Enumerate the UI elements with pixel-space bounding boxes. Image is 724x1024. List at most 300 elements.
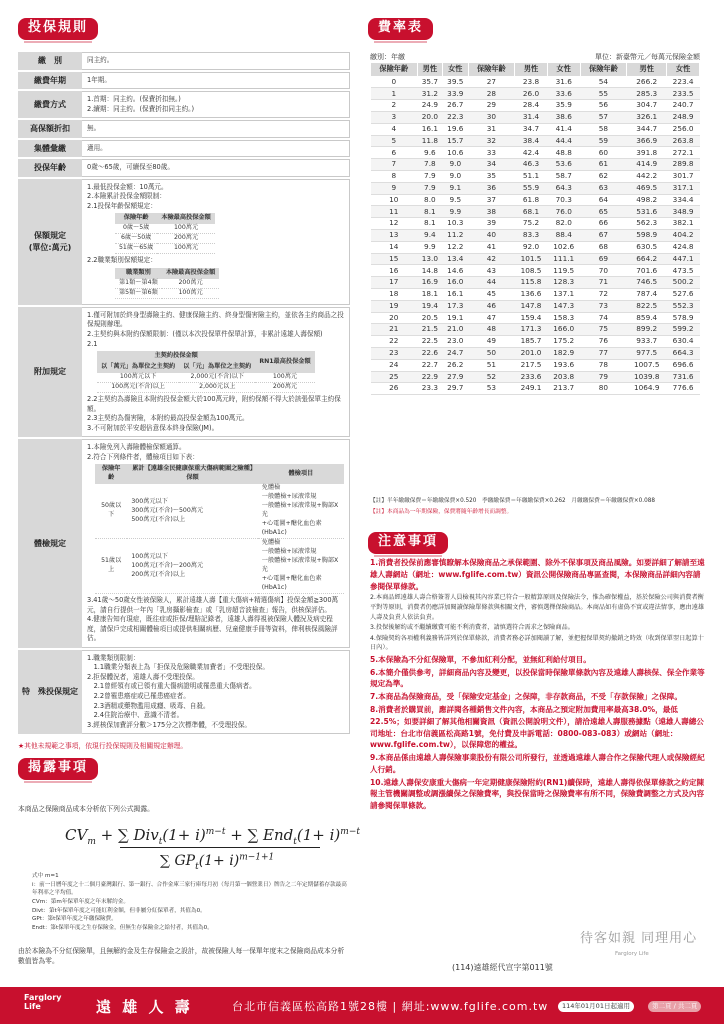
rate-cell: 62 xyxy=(580,171,627,183)
exam-line: 100萬元以下 xyxy=(131,552,168,560)
slogan-en: Farglory Life xyxy=(615,951,649,957)
rate-cell: 326.1 xyxy=(627,112,667,124)
rate-cell: 55.9 xyxy=(515,182,548,194)
rate-column-header: 保險年齡 xyxy=(468,63,515,77)
exam-amount xyxy=(127,539,257,594)
rate-cell: 166.0 xyxy=(547,324,580,336)
rule-line: 1.僅可附加於終身型壽險主約、健康保險主約、終身型傷害險主約，並依各主約商品之投保規則辦理。 xyxy=(87,310,344,329)
rate-cell: 34.7 xyxy=(515,123,548,135)
rate-table xyxy=(370,62,700,395)
rate-cell: 119.5 xyxy=(547,265,580,277)
rate-cell: 562.3 xyxy=(627,218,667,230)
rule-row xyxy=(18,159,350,177)
rate-cell: 424.8 xyxy=(667,241,700,253)
rate-column-header: 女性 xyxy=(443,63,468,77)
exam-line: 300萬元(不含)～500萬元 xyxy=(131,506,204,514)
footer-page: 第二頁 / 共二頁 xyxy=(648,1001,701,1012)
exam-line: 100萬元(不含)～200萬元 xyxy=(131,561,204,569)
rate-cell: 47 xyxy=(468,312,515,324)
rate-cell: 111.1 xyxy=(547,253,580,265)
rate-cell: 39.5 xyxy=(443,76,468,88)
rate-cell: 11.8 xyxy=(417,135,442,147)
addon-th: RN1最高投保金額 xyxy=(255,351,314,373)
rate-payment-mode: 繳別：年繳 xyxy=(370,53,405,61)
rate-cell: 13.4 xyxy=(443,253,468,265)
rate-cell: 193.6 xyxy=(547,359,580,371)
rate-cell: 22.9 xyxy=(417,371,442,383)
rule-row xyxy=(18,307,350,437)
rate-row xyxy=(371,230,700,242)
rate-cell: 9.0 xyxy=(443,171,468,183)
rule-value xyxy=(82,72,350,90)
rate-cell: 664.3 xyxy=(667,347,700,359)
rate-cell: 17 xyxy=(371,277,418,289)
rate-cell: 18.1 xyxy=(417,288,442,300)
rate-cell: 44.4 xyxy=(547,135,580,147)
rate-cell: 80 xyxy=(580,383,627,395)
rule-line: 無。 xyxy=(87,124,101,133)
rate-cell: 0 xyxy=(371,76,418,88)
rate-cell: 21 xyxy=(371,324,418,336)
rate-cell: 77 xyxy=(580,347,627,359)
rule-row xyxy=(18,52,350,70)
rate-cell: 55 xyxy=(580,88,627,100)
rule-row xyxy=(18,140,350,158)
rule-line: 3.41歲～50歲女性被保險人，累計遠雄人壽【重大傷病+精選傷病】投保金額≧300萬元，請自行提供一年內「乳房攝影檢查」或「乳房超音波檢查」報告，供核保評估。 xyxy=(87,596,339,614)
rate-cell: 630.4 xyxy=(667,336,700,348)
rate-cell: 217.5 xyxy=(515,359,548,371)
rate-cell: 38 xyxy=(468,206,515,218)
rate-cell: 64.3 xyxy=(547,182,580,194)
rate-cell: 20 xyxy=(371,312,418,324)
disclosure-text: 本商品之保險商品成本分析依下列公式揭露。 xyxy=(18,805,154,813)
rate-cell: 20.0 xyxy=(417,112,442,124)
rate-row xyxy=(371,383,700,395)
rate-cell: 58 xyxy=(580,123,627,135)
caution-item: 6.本簡介僅供參考，詳細商品內容及變更，以投保當時保險單條款內容及遠雄人壽核保、保全作業等規定為準。 xyxy=(370,667,705,689)
rate-cell: 391.8 xyxy=(627,147,667,159)
rule-line: 1.最低投保金額：10萬元。 xyxy=(87,182,168,191)
caution-item: 9.本商品係由遠雄人壽保險事業股份有限公司所發行，並透過遠雄人壽合作之保險代理人或保險經紀人行銷。 xyxy=(370,753,705,774)
rate-cell: 203.8 xyxy=(547,371,580,383)
exam-table xyxy=(95,464,344,594)
rate-cell: 20.5 xyxy=(417,312,442,324)
rate-cell: 35.7 xyxy=(417,76,442,88)
rate-cell: 67 xyxy=(580,230,627,242)
rate-cell: 1007.5 xyxy=(627,359,667,371)
rate-cell: 664.2 xyxy=(627,253,667,265)
rate-cell: 14.8 xyxy=(417,265,442,277)
sub-table-cell: 51歲～65歲 xyxy=(115,244,157,254)
exam-line: 一般體檢+尿液常規 xyxy=(261,548,317,556)
rate-cell: 8.1 xyxy=(417,206,442,218)
rate-cell: 70 xyxy=(580,265,627,277)
rule-line: 2.2曾罹患癌症或已罹患癌症者。 xyxy=(87,692,190,701)
rule-line: 2.1曾經領有或已領有重大傷病證明或罹患重大傷病者。 xyxy=(87,682,256,691)
rate-cell: 50 xyxy=(468,347,515,359)
rate-cell: 1039.8 xyxy=(627,371,667,383)
caution-item: 8.消費者於購買前，應詳閱各種銷售文件內容，本商品之預定附加費用率最高38.0%，最低22.5%；如要詳細了解其他相關資訊（資訊公開說明文件），請洽遠雄人壽服務據點（遠雄人壽總公司地址：台北市信義區松高路1號，免付費及申訴電話：0800-083-083）或網站（網址：www.fglife.com.tw），以保障您的權益。 xyxy=(370,705,704,750)
disclosure-header: 揭露事項 xyxy=(18,758,98,780)
rate-cell: 9.9 xyxy=(417,241,442,253)
rule-key: 特 殊投保規定 xyxy=(18,650,82,734)
rule-line: 3.經核保加費評分數＞175分之次標準體，不受理投保。 xyxy=(87,720,251,729)
addon-cell: 100萬元以下 xyxy=(97,373,179,382)
rate-cell: 54 xyxy=(580,76,627,88)
rate-cell: 31.6 xyxy=(547,76,580,88)
sub-table-cell: 100萬元 xyxy=(157,224,215,233)
rate-cell: 344.7 xyxy=(627,123,667,135)
exam-line: +心電圖+醣化血色素(HbA1c) xyxy=(261,575,322,592)
formula-denominator: ∑ $GP_t(1+ i)^{m-1+1}$ xyxy=(160,852,275,872)
exam-items xyxy=(258,484,344,538)
rate-cell: 158.3 xyxy=(547,312,580,324)
rate-cell: 366.9 xyxy=(627,135,667,147)
rate-cell: 75 xyxy=(580,324,627,336)
rate-cell: 25 xyxy=(371,371,418,383)
rate-cell: 41.4 xyxy=(547,123,580,135)
rate-row xyxy=(371,347,700,359)
rate-cell: 19.4 xyxy=(417,300,442,312)
rate-cell: 10.3 xyxy=(443,218,468,230)
rule-row xyxy=(18,91,350,118)
sub-table-cell: 第5類～第6類 xyxy=(115,288,162,298)
rate-cell: 701.6 xyxy=(627,265,667,277)
rate-cell: 9.4 xyxy=(417,230,442,242)
rate-cell: 19.1 xyxy=(443,312,468,324)
formula-numerator: $CV_m$ + ∑ $Div_t(1+ i)^{m-t}$ + ∑ $End_t(1+ i)^{m-t}$ xyxy=(65,826,360,847)
rule-value xyxy=(82,307,350,437)
rate-cell: 30 xyxy=(468,112,515,124)
rate-cell: 182.9 xyxy=(547,347,580,359)
addon-th: 以「萬元」為單位之主契約 xyxy=(97,362,179,373)
rate-cell: 8.0 xyxy=(417,194,442,206)
sub-table-cell: 200萬元 xyxy=(162,279,220,288)
rule-line: 2.1投保年齡保額規定： xyxy=(87,201,157,210)
rate-cell: 9.0 xyxy=(443,159,468,171)
exam-line: +心電圖+醣化血色素(HbA1c) xyxy=(261,520,322,537)
addon-cell: 200萬元 xyxy=(255,383,314,393)
rate-cell: 37 xyxy=(468,194,515,206)
rate-cell: 24 xyxy=(371,359,418,371)
rate-cell: 38.6 xyxy=(547,112,580,124)
rate-cell: 57 xyxy=(580,112,627,124)
rate-cell: 334.4 xyxy=(667,194,700,206)
rate-cell: 10 xyxy=(371,194,418,206)
exam-th: 體檢項目 xyxy=(258,464,344,484)
rate-header: 費率表 xyxy=(368,18,433,40)
rate-cell: 6 xyxy=(371,147,418,159)
rate-cell: 473.5 xyxy=(667,265,700,277)
rate-cell: 15.7 xyxy=(443,135,468,147)
rule-line: 2.本險累計投保金額限制： xyxy=(87,192,166,201)
rate-cell: 382.1 xyxy=(667,218,700,230)
exam-th: 累計【遠雄全民健康保重大傷病範圍之險種】保額 xyxy=(127,464,257,484)
rate-cell: 223.4 xyxy=(667,76,700,88)
rate-cell: 266.2 xyxy=(627,76,667,88)
rate-cell: 34 xyxy=(468,159,515,171)
rate-cell: 92.0 xyxy=(515,241,548,253)
rate-cell: 61 xyxy=(580,159,627,171)
addon-cell: 2,000元(不含)以下 xyxy=(179,373,255,382)
rate-row xyxy=(371,135,700,147)
rate-cell: 32 xyxy=(468,135,515,147)
rate-cell: 48 xyxy=(468,324,515,336)
rule-key: 高保額折扣 xyxy=(18,120,82,138)
sub-table xyxy=(115,268,219,299)
rate-cell: 39 xyxy=(468,218,515,230)
sub-table-cell: 200萬元 xyxy=(157,234,215,244)
rule-value xyxy=(82,650,350,734)
rate-cell: 76 xyxy=(580,336,627,348)
rate-cell: 17.3 xyxy=(443,300,468,312)
rate-cell: 233.6 xyxy=(515,371,548,383)
rate-cell: 531.6 xyxy=(627,206,667,218)
rate-unit: 單位：新臺幣元／每萬元保險金額 xyxy=(595,53,700,61)
rate-cell: 60 xyxy=(580,147,627,159)
rate-cell: 24.7 xyxy=(443,347,468,359)
rate-cell: 7 xyxy=(371,159,418,171)
rule-key: 繳費方式 xyxy=(18,91,82,118)
rate-row xyxy=(371,112,700,124)
rate-cell: 26.0 xyxy=(515,88,548,100)
rate-cell: 66 xyxy=(580,218,627,230)
rate-cell: 16.0 xyxy=(443,277,468,289)
rate-column-header: 男性 xyxy=(627,63,667,77)
rule-key: 繳 別 xyxy=(18,52,82,70)
footer-address: 台北市信義區松高路1號28樓 | 網址:www.fglife.com.tw xyxy=(232,1000,549,1013)
rate-cell: 29 xyxy=(468,100,515,112)
rate-cell: 1064.9 xyxy=(627,383,667,395)
rate-meta xyxy=(370,52,700,62)
rate-cell: 9.1 xyxy=(443,182,468,194)
rule-line: 1年期。 xyxy=(87,75,111,84)
rate-cell: 147.8 xyxy=(515,300,548,312)
exam-items xyxy=(258,539,344,594)
rate-cell: 41 xyxy=(468,241,515,253)
rate-cell: 59 xyxy=(580,135,627,147)
rule-value xyxy=(82,91,350,118)
rate-cell: 285.3 xyxy=(627,88,667,100)
rate-cell: 8.1 xyxy=(417,218,442,230)
rule-line: 2.2主契約為壽險且本附約投保金額大於100萬元時，附約保額不得大於該張保單主約保額。 xyxy=(87,395,341,413)
rate-cell: 35 xyxy=(468,171,515,183)
rate-cell: 72 xyxy=(580,288,627,300)
other-rules-note: ★其他未規範之事項，依現行投保規則及相關規定辦理。 xyxy=(18,742,188,750)
rate-cell: 4 xyxy=(371,123,418,135)
rate-cell: 7.9 xyxy=(417,182,442,194)
addon-cell: 2,000元以上 xyxy=(179,383,255,393)
rate-cell: 22.7 xyxy=(417,359,442,371)
rule-line: 1.職業類別限制： xyxy=(87,653,140,662)
rate-row xyxy=(371,336,700,348)
rate-cell: 16.1 xyxy=(417,123,442,135)
rate-cell: 108.5 xyxy=(515,265,548,277)
rate-cell: 498.2 xyxy=(627,194,667,206)
rate-cell: 88.4 xyxy=(547,230,580,242)
rule-line: 1.本險免列入壽險體檢保額通算。 xyxy=(87,443,186,452)
rate-column-header: 女性 xyxy=(667,63,700,77)
rate-cell: 61.8 xyxy=(515,194,548,206)
rate-cell: 33.9 xyxy=(443,88,468,100)
rate-cell: 29.7 xyxy=(443,383,468,395)
rate-cell: 787.4 xyxy=(627,288,667,300)
rate-cell: 12 xyxy=(371,218,418,230)
rate-cell: 35.9 xyxy=(547,100,580,112)
rate-cell: 44 xyxy=(468,277,515,289)
rate-row xyxy=(371,312,700,324)
rate-cell: 22.6 xyxy=(417,347,442,359)
rule-row xyxy=(18,650,350,734)
rule-key: 保額規定 (單位:萬元) xyxy=(18,179,82,305)
rate-cell: 404.2 xyxy=(667,230,700,242)
rate-cell: 42 xyxy=(468,253,515,265)
rate-cell: 22.5 xyxy=(417,336,442,348)
rate-cell: 42.4 xyxy=(515,147,548,159)
rate-cell: 272.1 xyxy=(667,147,700,159)
rule-key: 投保年齡 xyxy=(18,159,82,177)
rate-column-header: 男性 xyxy=(417,63,442,77)
rate-column-header: 保險年齡 xyxy=(580,63,627,77)
rate-cell: 82.0 xyxy=(547,218,580,230)
rule-line: 1.1職業分類表上為「拒保及危險職業加費者」不受理投保。 xyxy=(87,663,269,672)
rate-cell: 822.5 xyxy=(627,300,667,312)
rate-cell: 53 xyxy=(468,383,515,395)
rate-row xyxy=(371,76,700,88)
exam-age: 51歲以上 xyxy=(95,539,127,594)
rule-value xyxy=(82,140,350,158)
rate-cell: 68 xyxy=(580,241,627,253)
rate-cell: 248.9 xyxy=(667,112,700,124)
rate-cell: 9 xyxy=(371,182,418,194)
rate-row xyxy=(371,265,700,277)
rate-cell: 40 xyxy=(468,230,515,242)
rate-cell: 19.6 xyxy=(443,123,468,135)
rate-cell: 64 xyxy=(580,194,627,206)
rate-cell: 859.4 xyxy=(627,312,667,324)
rate-cell: 7.8 xyxy=(417,159,442,171)
rate-column-header: 男性 xyxy=(515,63,548,77)
rate-cell: 65 xyxy=(580,206,627,218)
exam-line: 200萬元(不含)以上 xyxy=(131,570,186,578)
exam-line: 免體檢 xyxy=(261,484,281,492)
rate-cell: 578.9 xyxy=(667,312,700,324)
rate-cell: 46 xyxy=(468,300,515,312)
rate-cell: 19 xyxy=(371,300,418,312)
footer-effective-date: 114年01月01日起適用 xyxy=(558,1001,634,1012)
rate-cell: 31.4 xyxy=(515,112,548,124)
sub-table-header: 保險年齡 xyxy=(115,213,157,224)
rate-cell: 45 xyxy=(468,288,515,300)
rate-cell: 23.0 xyxy=(443,336,468,348)
rate-row xyxy=(371,359,700,371)
rate-cell: 249.1 xyxy=(515,383,548,395)
rate-row xyxy=(371,123,700,135)
rate-cell: 14 xyxy=(371,241,418,253)
exam-line: 300萬元以下 xyxy=(131,497,168,505)
rate-cell: 598.9 xyxy=(627,230,667,242)
rate-footnote-2: 【註】本商品為一年期保險，保費將隨年齡增長而調整。 xyxy=(370,509,513,515)
caution-item: 5.本保險為不分紅保險單，不參加紅利分配，並無紅利給付項目。 xyxy=(370,654,591,664)
rate-cell: 137.1 xyxy=(547,288,580,300)
rule-row xyxy=(18,439,350,648)
slogan: 待客如親 同理用心 xyxy=(580,931,698,946)
exam-line: 一般體檢+尿液常規+胸部X光 xyxy=(261,502,339,519)
rate-cell: 213.7 xyxy=(547,383,580,395)
rate-cell: 56 xyxy=(580,100,627,112)
rate-cell: 9.5 xyxy=(443,194,468,206)
rate-cell: 36 xyxy=(468,182,515,194)
rate-cell: 899.2 xyxy=(627,324,667,336)
rate-cell: 83.3 xyxy=(515,230,548,242)
rate-cell: 977.5 xyxy=(627,347,667,359)
rate-cell: 7.9 xyxy=(417,171,442,183)
rate-cell: 469.5 xyxy=(627,182,667,194)
rate-cell: 79 xyxy=(580,371,627,383)
rate-cell: 159.4 xyxy=(515,312,548,324)
exam-line: 500萬元(不含)以上 xyxy=(131,515,186,523)
rate-cell: 3 xyxy=(371,112,418,124)
exam-age: 50歲以下 xyxy=(95,484,127,538)
rate-cell: 442.2 xyxy=(627,171,667,183)
rate-cell: 58.7 xyxy=(547,171,580,183)
rate-cell: 13 xyxy=(371,230,418,242)
rule-key: 集體彙繳 xyxy=(18,140,82,158)
rate-cell: 11 xyxy=(371,206,418,218)
rule-row xyxy=(18,179,350,305)
rate-cell: 74 xyxy=(580,312,627,324)
rate-cell: 414.9 xyxy=(627,159,667,171)
rate-cell: 16 xyxy=(371,265,418,277)
exam-line: 一般體檢+尿液常規+胸部X光 xyxy=(261,557,339,574)
rule-value xyxy=(82,52,350,70)
rate-row xyxy=(371,253,700,265)
rate-cell: 26.7 xyxy=(443,100,468,112)
rate-cell: 12.2 xyxy=(443,241,468,253)
caution-item: 10.遠雄人壽保安康重大傷病一年定期健康保險附約(RN1)續保時，遠雄人壽得依保單條款之約定陳報主管機關調整或調漲續保之保險費率，與投保當時之保險費率有所不同，保險費調整之方式及內容請參閱保單條款。 xyxy=(370,777,705,811)
rate-cell: 301.7 xyxy=(667,171,700,183)
rate-cell: 78 xyxy=(580,359,627,371)
rate-cell: 23.3 xyxy=(417,383,442,395)
rate-row xyxy=(371,277,700,289)
rate-cell: 8 xyxy=(371,171,418,183)
rule-line: 2.1 xyxy=(87,339,98,348)
rate-cell: 28 xyxy=(468,88,515,100)
addon-th: 以「元」為單位之主契約 xyxy=(179,362,255,373)
rate-cell: 51.1 xyxy=(515,171,548,183)
rate-cell: 317.1 xyxy=(667,182,700,194)
rate-cell: 14.6 xyxy=(443,265,468,277)
rate-column-header: 保險年齡 xyxy=(371,63,418,77)
addon-cell: 100萬元 xyxy=(255,373,314,382)
rate-cell: 348.9 xyxy=(667,206,700,218)
rate-cell: 18 xyxy=(371,288,418,300)
rule-key: 附加規定 xyxy=(18,307,82,437)
rule-line: 2.主契約與本附約保額限制：(僅以本次投保單件保單計算，非累計遠雄人壽保額) xyxy=(87,330,323,338)
addon-cell: 100萬元(不含)以上 xyxy=(97,383,179,393)
rate-row xyxy=(371,88,700,100)
rate-cell: 63 xyxy=(580,182,627,194)
disclosure-note: 由於本險為不分紅保險單，且無解約金及生存保險金之設計，故被保險人每一保單年度末之保險商品成本分析數值皆為零。 xyxy=(18,947,345,965)
rate-cell: 16.9 xyxy=(417,277,442,289)
rate-row xyxy=(371,159,700,171)
rate-cell: 53.6 xyxy=(547,159,580,171)
rate-cell: 552.3 xyxy=(667,300,700,312)
rate-cell: 447.1 xyxy=(667,253,700,265)
rate-cell: 22.3 xyxy=(443,112,468,124)
definition-line: Divt：第t年保單年度之可能紅利金額，但非屬分紅保單者，其值為0。 xyxy=(32,907,206,914)
rule-value xyxy=(82,159,350,177)
